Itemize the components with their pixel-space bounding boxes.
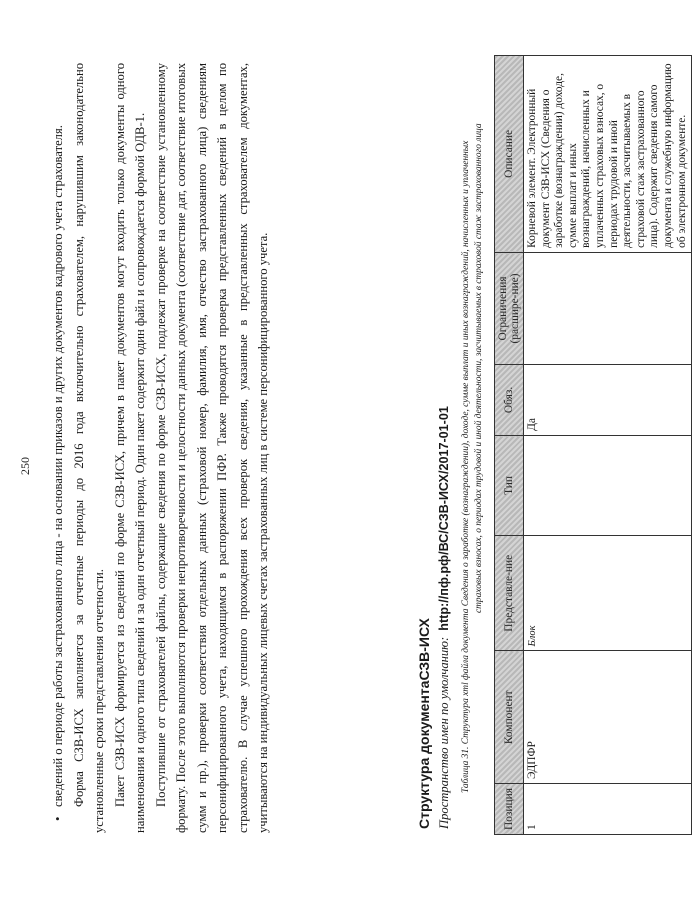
paragraph-1: Форма СЗВ-ИСХ заполняется за отчетные периоды до 2016 года включительно страхователем, нарушившим законодательно установленные сроки представления отчетности. — [71, 63, 106, 833]
header-type: Тип — [495, 435, 524, 535]
namespace-value: http://пф.рф/ВС/СЗВ-ИСХ/2017-01-01 — [437, 406, 451, 631]
paragraph-2: Пакет СЗВ-ИСХ формируется из сведений по форме СЗВ-ИСХ, причем в пакет документов могут входить только документы одного наименования и одного типа сведений и за один отчетный период. Один пакет содержит один файл и сопровождается формой ОДВ-1. — [112, 63, 147, 833]
header-required: Обяз. — [495, 365, 524, 436]
table-row — [524, 56, 692, 835]
cell-component: ЭДПФР — [524, 651, 692, 784]
header-component: Компонент — [495, 651, 524, 784]
header-representation: Представле-ние — [495, 536, 524, 651]
table-caption — [460, 73, 486, 793]
page-number: 250 — [18, 457, 32, 475]
caption-line-1: Таблица 31. Структура xml файла документа Сведения о заработке (вознаграждении), доходе, сумме выплат и иных вознаграждений, начисленных и уплаченных — [461, 140, 471, 793]
bullet-item — [48, 63, 69, 833]
header-position: Позиция — [495, 784, 524, 835]
section-heading: Структура документаСЗВ-ИСХ — [416, 618, 432, 829]
cell-representation: Блок — [524, 536, 692, 651]
body-text — [48, 63, 274, 833]
structure-table — [494, 55, 692, 835]
bullet-marker: • — [51, 816, 65, 821]
paragraph-3: Поступившие от страхователей файлы, содержащие сведения по форме СЗВ-ИСХ, подлежат проверке на соответствие установленному формату. После этого выполняются проверки непротиворечивости и целостности данных документа (соответствие дат, соответствие итоговых сумм и пр.), проверки соответствия отдельных данных (страховой номер, фамилия, имя, отчество застрахованного лица) сведениям персонифицированного учета, находящимся в распоряжении ПФР. Также проводятся проверка представленных сведений в целом по страхователю. В случае успешного прохождения всех проверок сведения, указанные в представленных страхователем документах, учитываются на индивидуальных лицевых счетах застрахованных лиц в системе персонифицированного учета. — [153, 63, 270, 833]
namespace-label: Пространство имен по умолчанию: — [437, 636, 451, 829]
header-description: Описание — [495, 56, 524, 253]
namespace-line — [437, 406, 452, 829]
cell-restrictions — [524, 252, 692, 364]
header-restrictions: Ограничения (расшире-ние) — [495, 252, 524, 364]
cell-position: 1 — [524, 784, 692, 835]
bullet-text: сведений о периоде работы застрахованного лица - на основании приказов и других документов кадрового учета страхователя. — [51, 125, 65, 807]
cell-description: Корневой элемент. Электронный документ СЗВ-ИСХ (Сведения о заработке (вознаграждении) доходе, сумме выплат и иных вознаграждений, начисленных и уплаченных страховых взносах, о периодах трудовой и иной деятельности, засчитываемых в страховой стаж застрахованного лица). Содержит сведения самого документа и служебную информацию об электронном документе. — [524, 56, 692, 253]
cell-type — [524, 435, 692, 535]
caption-line-2: страховых взносах, о периодах трудовой и иной деятельности, засчитываемых в страховой стаж застрахованного лица — [474, 123, 484, 613]
cell-required: Да — [524, 365, 692, 436]
table-header-row — [495, 56, 524, 835]
